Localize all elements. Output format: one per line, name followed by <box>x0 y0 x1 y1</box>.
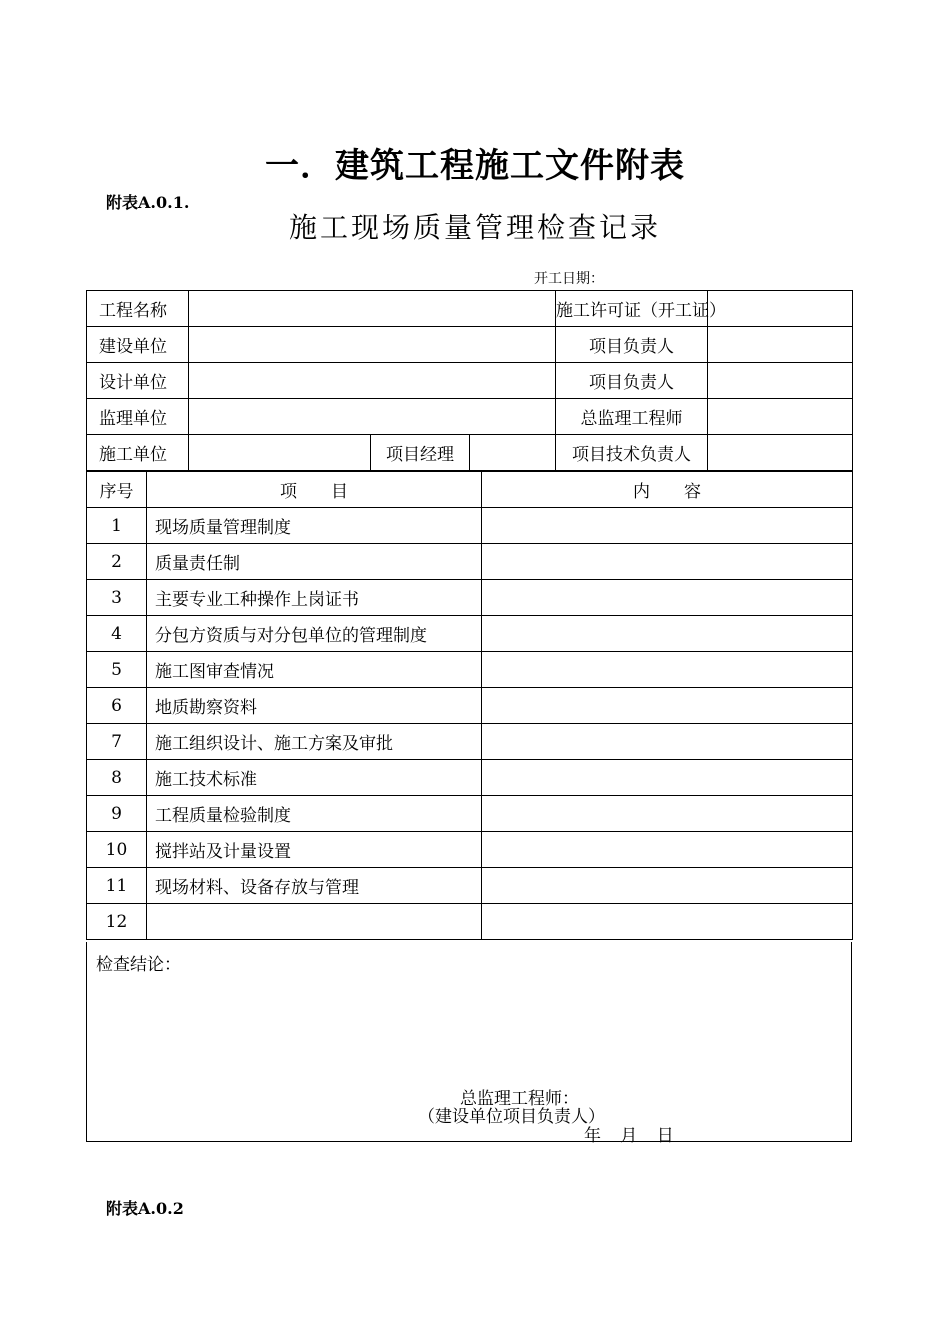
item-content-cell[interactable] <box>482 868 853 904</box>
item-text: 分包方资质与对分包单位的管理制度 <box>147 616 482 652</box>
table-row <box>87 652 853 688</box>
row-supervision-unit <box>87 399 853 435</box>
table-row <box>87 688 853 724</box>
item-number: 7 <box>87 724 147 760</box>
table-row <box>87 760 853 796</box>
project-manager-value[interactable] <box>470 435 556 471</box>
item-number: 5 <box>87 652 147 688</box>
item-content-cell[interactable] <box>482 544 853 580</box>
item-text: 现场质量管理制度 <box>147 508 482 544</box>
design-unit-label: 设计单位 <box>87 363 189 399</box>
item-text: 施工组织设计、施工方案及审批 <box>147 724 482 760</box>
construction-permit-value[interactable] <box>708 291 853 327</box>
form-title: 施工现场质量管理检查记录 <box>288 211 661 244</box>
table-row <box>87 616 853 652</box>
owner-unit-value[interactable] <box>189 327 556 363</box>
owner-unit-label: 建设单位 <box>87 327 189 363</box>
appendix-label: 附表A.0.1. <box>106 193 190 212</box>
column-header-item: 项 目 <box>147 472 482 508</box>
item-content-cell[interactable] <box>482 904 853 940</box>
item-text: 施工技术标准 <box>147 760 482 796</box>
supervision-unit-label: 监理单位 <box>87 399 189 435</box>
item-number: 1 <box>87 508 147 544</box>
signer-title: 总监理工程师： <box>460 1089 579 1109</box>
item-content-cell[interactable] <box>482 796 853 832</box>
table-row <box>87 724 853 760</box>
signer-note: （建设单位项目负责人） <box>418 1107 605 1127</box>
item-text: 主要专业工种操作上岗证书 <box>147 580 482 616</box>
design-unit-value[interactable] <box>189 363 556 399</box>
table-row <box>87 868 853 904</box>
item-content-cell[interactable] <box>482 616 853 652</box>
table-row <box>87 904 853 940</box>
item-number: 6 <box>87 688 147 724</box>
sign-date-line: 年 月 日 <box>584 1126 674 1146</box>
item-text: 搅拌站及计量设置 <box>147 832 482 868</box>
start-date-label: 开工日期： <box>534 271 604 287</box>
item-text: 工程质量检验制度 <box>147 796 482 832</box>
project-info-table <box>86 290 853 471</box>
item-number: 11 <box>87 868 147 904</box>
table-row <box>87 832 853 868</box>
items-header-row <box>87 472 853 508</box>
column-header-no: 序号 <box>87 472 147 508</box>
item-content-cell[interactable] <box>482 724 853 760</box>
design-pm-value[interactable] <box>708 363 853 399</box>
construction-permit-label: 施工许可证（开工证） <box>556 291 708 327</box>
item-content-cell[interactable] <box>482 688 853 724</box>
item-text[interactable] <box>147 904 482 940</box>
item-content-cell[interactable] <box>482 508 853 544</box>
project-name-value[interactable] <box>189 291 556 327</box>
contractor-unit-label: 施工单位 <box>87 435 189 471</box>
item-number: 10 <box>87 832 147 868</box>
item-content-cell[interactable] <box>482 580 853 616</box>
item-content-cell[interactable] <box>482 760 853 796</box>
table-row <box>87 796 853 832</box>
item-content-cell[interactable] <box>482 832 853 868</box>
item-number: 3 <box>87 580 147 616</box>
appendix-label-next: 附表A.0.2 <box>106 1199 184 1218</box>
item-text: 地质勘察资料 <box>147 688 482 724</box>
item-text: 现场材料、设备存放与管理 <box>147 868 482 904</box>
supervision-unit-value[interactable] <box>189 399 556 435</box>
owner-pm-value[interactable] <box>708 327 853 363</box>
item-number: 4 <box>87 616 147 652</box>
row-contractor-unit <box>87 435 853 471</box>
tech-lead-label: 项目技术负责人 <box>556 435 708 471</box>
project-manager-label: 项目经理 <box>371 435 470 471</box>
column-header-content: 内 容 <box>482 472 853 508</box>
row-design-unit <box>87 363 853 399</box>
row-project-name <box>87 291 853 327</box>
table-row <box>87 508 853 544</box>
chief-supervisor-label: 总监理工程师 <box>556 399 708 435</box>
design-pm-label: 项目负责人 <box>556 363 708 399</box>
project-name-label: 工程名称 <box>87 291 189 327</box>
item-number: 8 <box>87 760 147 796</box>
chief-supervisor-value[interactable] <box>708 399 853 435</box>
item-number: 9 <box>87 796 147 832</box>
contractor-unit-value[interactable] <box>189 435 371 471</box>
table-row <box>87 580 853 616</box>
item-content-cell[interactable] <box>482 652 853 688</box>
document-title: 一．建筑工程施工文件附表 <box>265 146 685 186</box>
tech-lead-value[interactable] <box>708 435 853 471</box>
owner-pm-label: 项目负责人 <box>556 327 708 363</box>
table-row <box>87 544 853 580</box>
conclusion-label: 检查结论： <box>96 955 181 975</box>
item-text: 质量责任制 <box>147 544 482 580</box>
item-number: 2 <box>87 544 147 580</box>
row-owner-unit <box>87 327 853 363</box>
check-items-table <box>86 471 853 940</box>
item-text: 施工图审查情况 <box>147 652 482 688</box>
item-number: 12 <box>87 904 147 940</box>
